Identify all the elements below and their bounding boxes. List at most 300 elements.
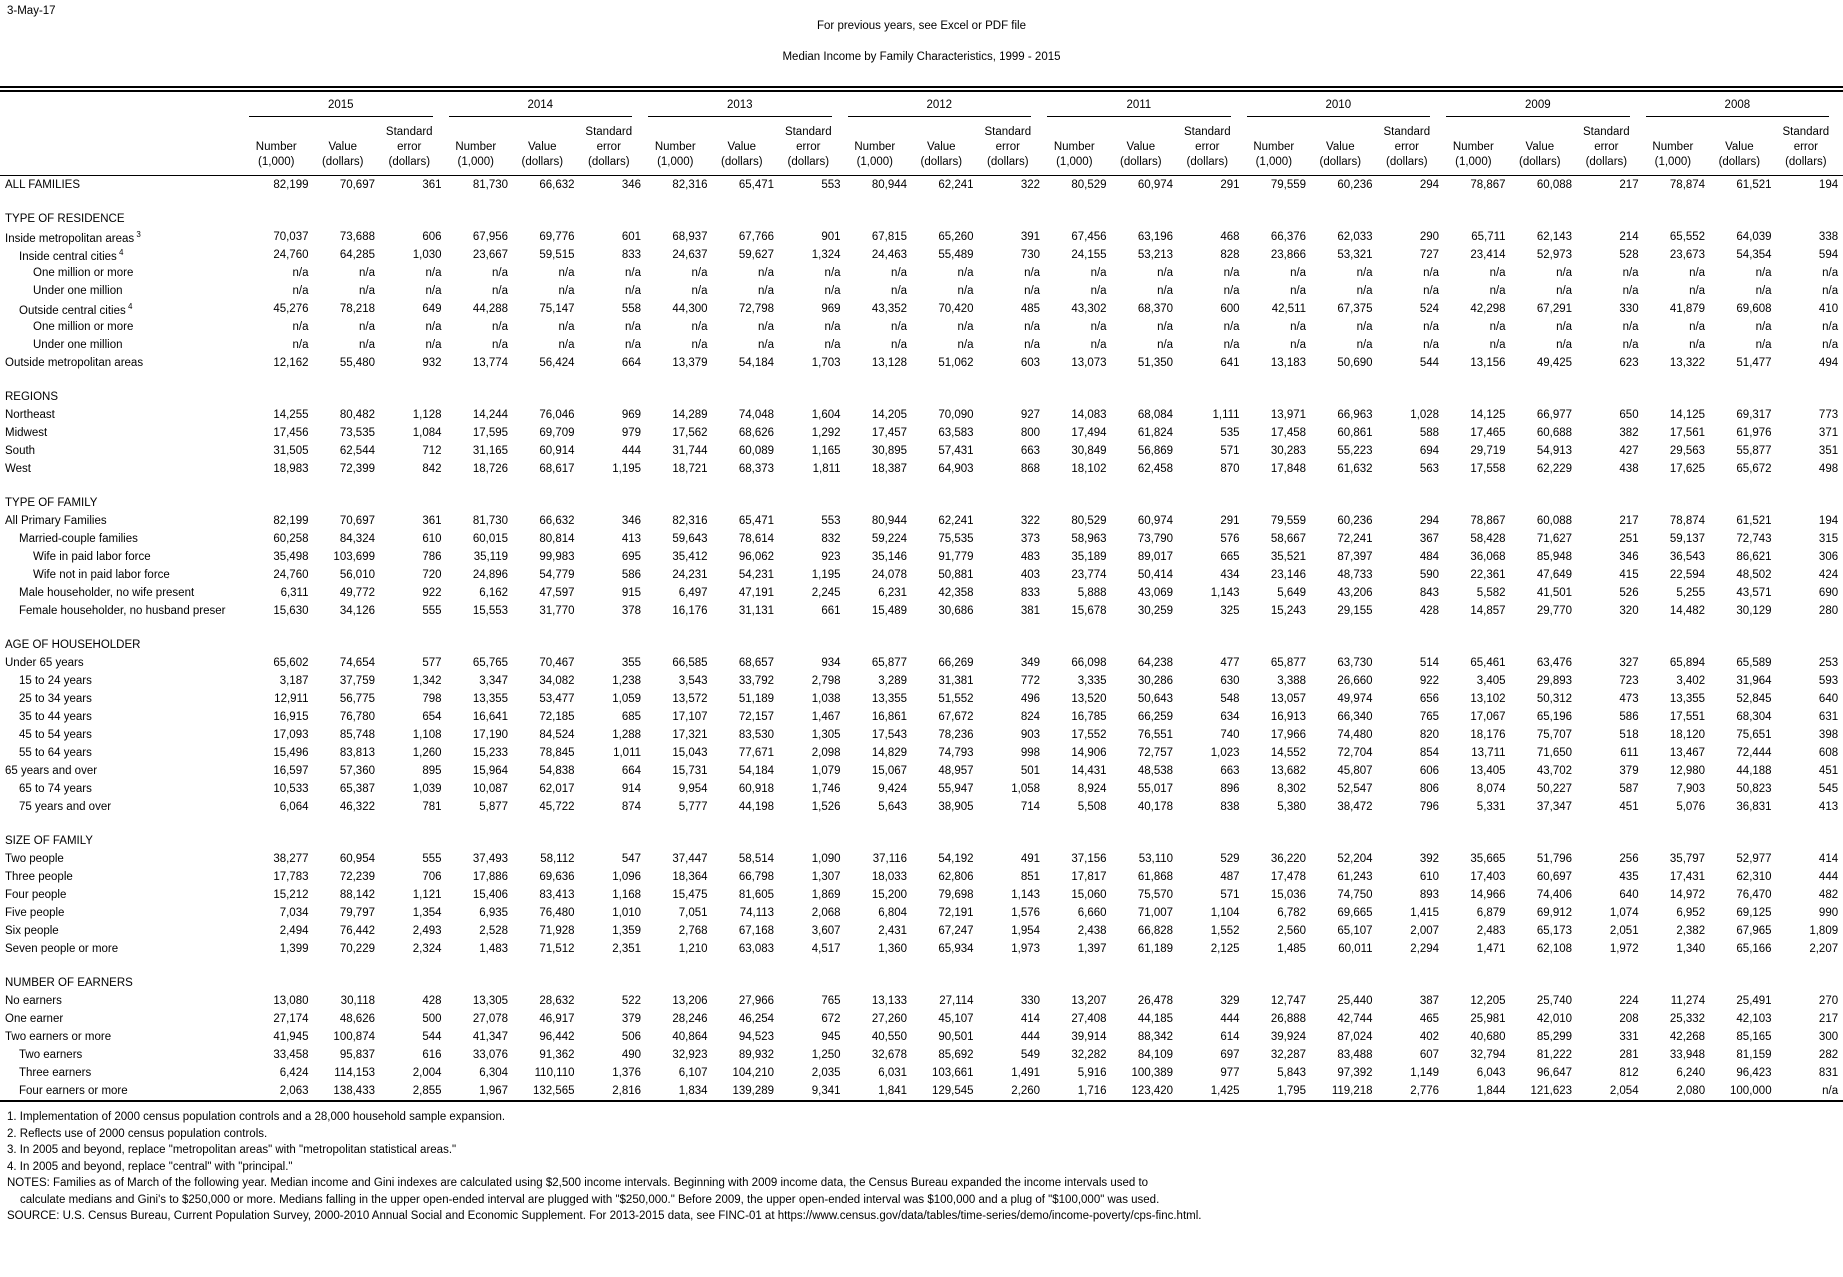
value-cell: 1,143 bbox=[1011, 889, 1041, 901]
value-cell: 13,467 bbox=[1669, 747, 1706, 759]
value-cell: 483 bbox=[1020, 551, 1041, 563]
value-cell: 535 bbox=[1220, 427, 1240, 439]
value-cell: 68,617 bbox=[539, 463, 575, 475]
value-cell: 630 bbox=[1220, 675, 1240, 687]
value-cell: 78,614 bbox=[738, 533, 775, 545]
value-cell: n/a bbox=[824, 285, 841, 297]
value-cell: 588 bbox=[1419, 427, 1440, 439]
value-cell: 83,488 bbox=[1337, 1049, 1373, 1061]
value-cell bbox=[1178, 210, 1245, 228]
value-cell: 208 bbox=[1619, 1013, 1639, 1025]
value-cell: 217 bbox=[1818, 1013, 1839, 1025]
value-cell: 15,630 bbox=[273, 605, 309, 617]
value-cell: 977 bbox=[1220, 1067, 1240, 1079]
value-cell: 634 bbox=[1220, 711, 1240, 723]
value-cell: 934 bbox=[821, 657, 841, 669]
value-cell bbox=[779, 494, 846, 512]
table-row bbox=[0, 780, 1843, 798]
table-row bbox=[0, 602, 1843, 620]
value-cell: n/a bbox=[1822, 339, 1839, 351]
value-cell: 39,924 bbox=[1270, 1031, 1307, 1043]
value-cell: n/a bbox=[758, 267, 775, 279]
value-cell bbox=[1112, 636, 1179, 654]
value-cell: 68,084 bbox=[1137, 409, 1174, 421]
value-cell: n/a bbox=[625, 339, 642, 351]
value-cell: 42,511 bbox=[1271, 303, 1307, 315]
value-cell: 79,797 bbox=[339, 907, 375, 919]
value-cell: 65,934 bbox=[938, 943, 974, 955]
value-cell: 922 bbox=[422, 587, 442, 599]
value-cell bbox=[1045, 974, 1112, 992]
value-cell: 5,643 bbox=[878, 801, 908, 813]
value-cell: n/a bbox=[1157, 339, 1174, 351]
value-cell: 15,067 bbox=[871, 765, 908, 777]
value-cell: n/a bbox=[1822, 321, 1839, 333]
value-cell: 58,514 bbox=[738, 853, 775, 865]
value-cell bbox=[713, 494, 780, 512]
value-cell: n/a bbox=[292, 339, 309, 351]
value-cell: n/a bbox=[1689, 267, 1706, 279]
value-cell: 94,523 bbox=[738, 1031, 775, 1043]
value-cell: 45,276 bbox=[273, 303, 309, 315]
value-cell: n/a bbox=[1024, 339, 1041, 351]
value-cell: 59,515 bbox=[539, 249, 575, 261]
value-cell: 64,238 bbox=[1137, 657, 1174, 669]
value-cell: 3,402 bbox=[1676, 675, 1706, 687]
value-cell: 69,709 bbox=[539, 427, 575, 439]
value-cell: 54,184 bbox=[738, 357, 775, 369]
footnote-line: 1. Implementation of 2000 census population controls and a 28,000 household sample expansion. bbox=[7, 1111, 506, 1123]
value-cell: 85,165 bbox=[1736, 1031, 1772, 1043]
value-cell: 61,521 bbox=[1736, 179, 1772, 191]
value-cell: 695 bbox=[621, 551, 642, 563]
row-label: West bbox=[5, 463, 31, 475]
value-cell: 66,632 bbox=[539, 515, 575, 527]
value-cell: 17,403 bbox=[1470, 871, 1506, 883]
value-cell: 1,746 bbox=[811, 783, 841, 795]
value-cell: 346 bbox=[621, 179, 642, 191]
value-cell: 496 bbox=[1020, 693, 1041, 705]
value-cell: 66,977 bbox=[1536, 409, 1573, 421]
value-cell: 1,260 bbox=[412, 747, 442, 759]
value-cell bbox=[779, 832, 846, 850]
value-cell: 17,966 bbox=[1270, 729, 1307, 741]
value-cell: 806 bbox=[1419, 783, 1440, 795]
value-cell: 603 bbox=[1020, 357, 1041, 369]
value-cell: 2,438 bbox=[1077, 925, 1107, 937]
value-cell: 697 bbox=[1220, 1049, 1240, 1061]
value-cell: 893 bbox=[1419, 889, 1440, 901]
value-cell: 37,493 bbox=[472, 853, 509, 865]
value-cell: 66,585 bbox=[672, 657, 708, 669]
row-label: Under one million bbox=[33, 285, 123, 297]
column-header: Standard error (dollars) bbox=[979, 117, 1046, 176]
value-cell bbox=[447, 832, 514, 850]
value-cell: 614 bbox=[1220, 1031, 1240, 1043]
value-cell: 895 bbox=[422, 765, 442, 777]
value-cell: 67,291 bbox=[1536, 303, 1573, 315]
value-cell: 378 bbox=[621, 605, 642, 617]
year-label: 2010 bbox=[1245, 89, 1445, 117]
value-cell: 13,355 bbox=[1669, 693, 1706, 705]
value-cell: 55,017 bbox=[1137, 783, 1174, 795]
value-cell: 72,743 bbox=[1736, 533, 1772, 545]
value-cell: 2,035 bbox=[811, 1067, 841, 1079]
value-cell: 65,877 bbox=[871, 657, 908, 669]
value-cell: 576 bbox=[1220, 533, 1240, 545]
value-cell bbox=[1444, 636, 1511, 654]
value-cell: 17,562 bbox=[672, 427, 708, 439]
value-cell: n/a bbox=[1556, 285, 1573, 297]
value-cell: n/a bbox=[359, 285, 375, 297]
value-cell: n/a bbox=[1622, 285, 1639, 297]
value-cell: 843 bbox=[1419, 587, 1440, 599]
value-cell: 1,168 bbox=[612, 889, 642, 901]
value-cell: 52,973 bbox=[1536, 249, 1573, 261]
table-row bbox=[0, 744, 1843, 762]
value-cell: 29,155 bbox=[1337, 605, 1373, 617]
value-cell: 66,376 bbox=[1270, 231, 1307, 243]
value-cell: 72,241 bbox=[1337, 533, 1373, 545]
value-cell: 13,355 bbox=[871, 693, 908, 705]
value-cell: 690 bbox=[1818, 587, 1839, 599]
value-cell bbox=[513, 388, 580, 406]
value-cell: 1,841 bbox=[878, 1085, 908, 1097]
value-cell: 75,707 bbox=[1536, 729, 1573, 741]
value-cell bbox=[713, 636, 780, 654]
value-cell: 78,874 bbox=[1669, 515, 1706, 527]
value-cell: 25,332 bbox=[1669, 1013, 1706, 1025]
value-cell bbox=[247, 974, 314, 992]
value-cell: 300 bbox=[1818, 1031, 1839, 1043]
value-cell: n/a bbox=[1689, 285, 1706, 297]
value-cell: 723 bbox=[1619, 675, 1639, 687]
value-cell: 110,110 bbox=[534, 1067, 575, 1079]
value-cell: 281 bbox=[1619, 1049, 1639, 1061]
value-cell bbox=[1577, 494, 1644, 512]
value-cell: 13,711 bbox=[1471, 747, 1506, 759]
value-cell: 60,688 bbox=[1536, 427, 1573, 439]
value-cell bbox=[1777, 832, 1843, 850]
value-cell bbox=[513, 974, 580, 992]
value-cell: 62,108 bbox=[1536, 943, 1573, 955]
value-cell: 13,102 bbox=[1470, 693, 1506, 705]
value-cell: 5,582 bbox=[1476, 587, 1506, 599]
value-cell bbox=[247, 636, 314, 654]
value-cell: 57,360 bbox=[339, 765, 375, 777]
value-cell: 901 bbox=[821, 231, 841, 243]
table-row bbox=[0, 460, 1843, 478]
value-cell: 58,963 bbox=[1071, 533, 1107, 545]
value-cell bbox=[314, 494, 381, 512]
value-cell: 833 bbox=[1020, 587, 1041, 599]
row-label: Three earners bbox=[19, 1067, 92, 1079]
row-label: 15 to 24 years bbox=[19, 675, 92, 687]
value-cell: 1,038 bbox=[811, 693, 841, 705]
year-label: 2008 bbox=[1644, 89, 1843, 117]
value-cell: 36,543 bbox=[1669, 551, 1706, 563]
value-cell: 30,849 bbox=[1071, 445, 1107, 457]
value-cell: 96,442 bbox=[539, 1031, 575, 1043]
value-cell: 571 bbox=[1220, 889, 1240, 901]
value-cell: 16,785 bbox=[1071, 711, 1107, 723]
value-cell: 18,726 bbox=[472, 463, 509, 475]
column-header: Value (dollars) bbox=[1311, 117, 1378, 176]
value-cell: 23,146 bbox=[1270, 569, 1307, 581]
value-cell: 842 bbox=[422, 463, 442, 475]
table-row bbox=[0, 1046, 1843, 1064]
value-cell: 1,149 bbox=[1410, 1067, 1440, 1079]
value-cell: 282 bbox=[1818, 1049, 1839, 1061]
value-cell: 586 bbox=[1619, 711, 1639, 723]
value-cell bbox=[1245, 974, 1312, 992]
value-cell: 17,625 bbox=[1669, 463, 1706, 475]
value-cell bbox=[1644, 832, 1711, 850]
value-cell: 13,379 bbox=[672, 357, 708, 369]
value-cell: 694 bbox=[1419, 445, 1440, 457]
value-cell: 514 bbox=[1419, 657, 1440, 669]
section-label: SIZE OF FAMILY bbox=[5, 835, 93, 847]
value-cell bbox=[979, 494, 1046, 512]
row-label: Inside metropolitan areas $^3$ bbox=[5, 229, 141, 245]
value-cell: 2,245 bbox=[811, 587, 841, 599]
value-cell: 1,195 bbox=[811, 569, 841, 581]
value-cell: 45,807 bbox=[1337, 765, 1373, 777]
value-cell: 60,088 bbox=[1536, 179, 1573, 191]
value-cell: 594 bbox=[1818, 249, 1839, 261]
value-cell: 51,350 bbox=[1137, 357, 1174, 369]
value-cell: 2,431 bbox=[878, 925, 908, 937]
value-cell: 62,229 bbox=[1536, 463, 1573, 475]
value-cell: 1,834 bbox=[678, 1085, 708, 1097]
value-cell: 13,682 bbox=[1270, 765, 1307, 777]
value-cell: 99,983 bbox=[539, 551, 575, 563]
value-cell: 1,011 bbox=[613, 747, 642, 759]
value-cell: 72,157 bbox=[738, 711, 775, 723]
value-cell: 65,107 bbox=[1337, 925, 1373, 937]
value-cell: 54,354 bbox=[1736, 249, 1772, 261]
value-cell: 100,000 bbox=[1730, 1085, 1772, 1097]
value-cell bbox=[1245, 636, 1312, 654]
value-cell: 54,192 bbox=[938, 853, 974, 865]
value-cell: 65,672 bbox=[1736, 463, 1772, 475]
value-cell: 434 bbox=[1220, 569, 1240, 581]
table-row bbox=[0, 654, 1843, 672]
value-cell: 85,748 bbox=[339, 729, 375, 741]
value-cell: n/a bbox=[1689, 321, 1706, 333]
value-cell: 5,076 bbox=[1676, 801, 1706, 813]
value-cell: n/a bbox=[1157, 321, 1174, 333]
value-cell bbox=[580, 832, 647, 850]
value-cell: 51,189 bbox=[738, 693, 775, 705]
value-cell: 2,068 bbox=[811, 907, 841, 919]
value-cell: n/a bbox=[359, 339, 375, 351]
value-cell: 61,632 bbox=[1337, 463, 1373, 475]
value-cell: 291 bbox=[1220, 179, 1240, 191]
column-header: Value (dollars) bbox=[513, 117, 580, 176]
value-cell: 50,227 bbox=[1536, 783, 1573, 795]
value-cell: n/a bbox=[1489, 267, 1506, 279]
value-cell: 13,128 bbox=[871, 357, 908, 369]
column-header: Number (1,000) bbox=[1245, 117, 1312, 176]
value-cell: 1,967 bbox=[479, 1085, 509, 1097]
value-cell: 15,406 bbox=[472, 889, 509, 901]
table-row bbox=[0, 424, 1843, 442]
section-row bbox=[0, 974, 1843, 992]
value-cell: 2,351 bbox=[612, 943, 642, 955]
value-cell bbox=[1777, 636, 1843, 654]
row-label: Male householder, no wife present bbox=[19, 587, 195, 599]
value-cell: 606 bbox=[422, 231, 442, 243]
value-cell: 391 bbox=[1020, 231, 1041, 243]
value-cell: n/a bbox=[1423, 267, 1440, 279]
value-cell: 68,626 bbox=[738, 427, 775, 439]
spacer-cell bbox=[0, 958, 1843, 974]
value-cell: 29,770 bbox=[1536, 605, 1573, 617]
value-cell bbox=[1710, 832, 1777, 850]
value-cell: 13,572 bbox=[672, 693, 708, 705]
value-cell: n/a bbox=[824, 267, 841, 279]
value-cell: 2,063 bbox=[279, 1085, 309, 1097]
value-cell: 6,064 bbox=[279, 801, 309, 813]
value-cell: 9,954 bbox=[678, 783, 708, 795]
table-row bbox=[0, 354, 1843, 372]
value-cell bbox=[979, 210, 1046, 228]
value-cell: 3,335 bbox=[1077, 675, 1107, 687]
value-cell bbox=[646, 974, 713, 992]
value-cell: 5,331 bbox=[1476, 801, 1506, 813]
value-cell: 544 bbox=[1419, 357, 1440, 369]
value-cell: 76,470 bbox=[1736, 889, 1772, 901]
value-cell bbox=[314, 210, 381, 228]
value-cell: 990 bbox=[1818, 907, 1839, 919]
value-cell: 38,472 bbox=[1337, 801, 1373, 813]
value-cell: 37,759 bbox=[339, 675, 375, 687]
value-cell: 4,517 bbox=[811, 943, 841, 955]
value-cell: 17,458 bbox=[1270, 427, 1307, 439]
value-cell: 1,844 bbox=[1476, 1085, 1506, 1097]
value-cell: 76,480 bbox=[539, 907, 575, 919]
value-cell: 796 bbox=[1419, 801, 1440, 813]
value-cell: 18,176 bbox=[1470, 729, 1506, 741]
value-cell: 7,051 bbox=[678, 907, 708, 919]
value-cell: 12,980 bbox=[1669, 765, 1706, 777]
row-label: One million or more bbox=[33, 267, 134, 279]
value-cell: n/a bbox=[758, 339, 775, 351]
value-cell: 13,405 bbox=[1470, 765, 1506, 777]
value-cell: 63,083 bbox=[738, 943, 775, 955]
value-cell: 665 bbox=[1220, 551, 1240, 563]
value-cell: 15,496 bbox=[273, 747, 309, 759]
value-cell bbox=[646, 832, 713, 850]
value-cell: 56,010 bbox=[339, 569, 375, 581]
table-row bbox=[0, 512, 1843, 530]
value-cell bbox=[1045, 636, 1112, 654]
value-cell: 555 bbox=[422, 605, 442, 617]
value-cell bbox=[1444, 832, 1511, 850]
value-cell: n/a bbox=[292, 285, 309, 297]
value-cell: 3,405 bbox=[1476, 675, 1506, 687]
value-cell: 1,869 bbox=[811, 889, 841, 901]
value-cell: 14,125 bbox=[1669, 409, 1706, 421]
value-cell: 28,246 bbox=[672, 1013, 708, 1025]
value-cell: n/a bbox=[957, 267, 974, 279]
value-cell: 87,024 bbox=[1337, 1031, 1373, 1043]
value-cell: n/a bbox=[1689, 339, 1706, 351]
value-cell: 3,388 bbox=[1277, 675, 1307, 687]
value-cell: 18,387 bbox=[871, 463, 908, 475]
table-row bbox=[0, 690, 1843, 708]
value-cell: 2,560 bbox=[1277, 925, 1307, 937]
value-cell: 67,168 bbox=[738, 925, 775, 937]
value-cell: 74,113 bbox=[739, 907, 775, 919]
value-cell: 75,570 bbox=[1137, 889, 1174, 901]
value-cell: 38,277 bbox=[273, 853, 309, 865]
table-row bbox=[0, 566, 1843, 584]
value-cell: 1,084 bbox=[412, 427, 442, 439]
value-cell bbox=[1644, 494, 1711, 512]
value-cell: n/a bbox=[625, 285, 642, 297]
median-income-table bbox=[0, 86, 1843, 1102]
value-cell: 740 bbox=[1220, 729, 1240, 741]
value-cell: 42,010 bbox=[1536, 1013, 1573, 1025]
value-cell: 217 bbox=[1619, 515, 1639, 527]
value-cell: n/a bbox=[1822, 285, 1839, 297]
value-cell: 49,772 bbox=[339, 587, 375, 599]
value-cell: 56,424 bbox=[539, 357, 575, 369]
value-cell: 132,565 bbox=[532, 1085, 575, 1097]
value-cell: 1,425 bbox=[1210, 1085, 1240, 1097]
value-cell: 685 bbox=[621, 711, 642, 723]
value-cell: 896 bbox=[1220, 783, 1240, 795]
value-cell: 29,719 bbox=[1470, 445, 1506, 457]
spacer-row bbox=[0, 372, 1843, 388]
value-cell: 48,626 bbox=[339, 1013, 375, 1025]
value-cell: 932 bbox=[422, 357, 442, 369]
value-cell: 34,126 bbox=[339, 605, 375, 617]
value-cell: 786 bbox=[422, 551, 442, 563]
value-cell: 33,076 bbox=[472, 1049, 509, 1061]
value-cell: 50,312 bbox=[1536, 693, 1573, 705]
value-cell: 558 bbox=[621, 303, 642, 315]
value-cell bbox=[580, 636, 647, 654]
value-cell: 61,189 bbox=[1137, 943, 1174, 955]
year-label: 2014 bbox=[447, 89, 647, 117]
year-label: 2009 bbox=[1444, 89, 1644, 117]
value-cell: 451 bbox=[1619, 801, 1639, 813]
value-cell: 14,972 bbox=[1669, 889, 1706, 901]
document-header bbox=[0, 0, 1843, 86]
value-cell: 1,811 bbox=[812, 463, 841, 475]
value-cell: 41,945 bbox=[273, 1031, 309, 1043]
value-cell bbox=[1378, 974, 1445, 992]
value-cell: 69,636 bbox=[539, 871, 575, 883]
spacer-row bbox=[0, 816, 1843, 832]
value-cell: 5,255 bbox=[1676, 587, 1706, 599]
value-cell: 2,494 bbox=[279, 925, 309, 937]
row-label: Three people bbox=[5, 871, 73, 883]
value-cell: 518 bbox=[1619, 729, 1639, 741]
value-cell bbox=[247, 494, 314, 512]
value-cell: 1,292 bbox=[811, 427, 841, 439]
value-cell bbox=[580, 210, 647, 228]
value-cell: 2,768 bbox=[678, 925, 708, 937]
value-cell: 1,165 bbox=[811, 445, 841, 457]
value-cell: 398 bbox=[1818, 729, 1839, 741]
value-cell: 23,414 bbox=[1470, 249, 1506, 261]
value-cell: 1,972 bbox=[1609, 943, 1639, 955]
value-cell: 57,431 bbox=[938, 445, 974, 457]
